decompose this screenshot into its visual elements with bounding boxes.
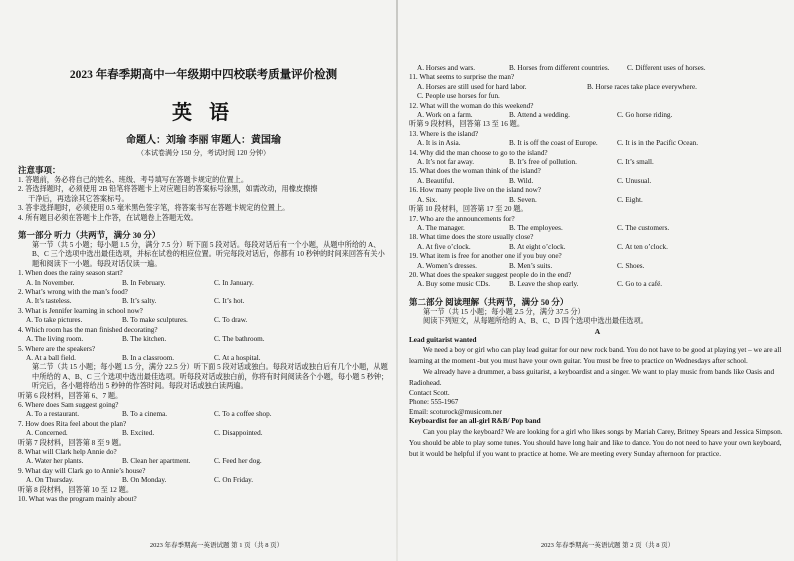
authors-line: 命题人：刘瑜 李丽 审题人：黄国瑜 (126, 135, 281, 146)
question-options (409, 177, 786, 186)
question-options (18, 354, 389, 363)
ad1-paragraph: We need a boy or girl who can play lead guitar for our new rock band. You do not have to be good at playing yet – we are all learning at the moment -but you must have your own guitar. You must be free to practice on Wednesdays after school. (409, 345, 782, 365)
option-b: B. Wild. (509, 176, 534, 185)
exam-page-2 (397, 0, 794, 561)
option-a: A. The manager. (417, 223, 465, 232)
question-options (409, 64, 786, 73)
option-c: C. At a hospital. (214, 353, 261, 362)
option-a: A. It is in Asia. (417, 139, 461, 148)
question-text: 12. What will the woman do this weekend? (409, 101, 534, 110)
question-text: 8. What will Clark help Annie do? (18, 447, 117, 456)
option-b: B. Attend a wedding. (509, 111, 570, 120)
question-text: 16. How many people live on the island now? (409, 186, 541, 195)
option-c: C. The customers. (617, 223, 670, 232)
option-c: C. On Friday. (214, 476, 254, 485)
note-line: 干净后，再选涂其它答案标号。 (28, 194, 129, 203)
question-group-1-5 (18, 269, 389, 363)
part2-heading: 第二部分 阅读理解（共两节，满分 50 分） (409, 296, 569, 307)
option-a: A. The living room. (26, 335, 84, 344)
question-options (409, 280, 786, 289)
question-options (409, 262, 786, 271)
option-a: A. To a restaurant. (26, 410, 80, 419)
question-text: 2. What’s wrong with the man’s food? (18, 288, 128, 297)
question-text: 9. What day will Clark go to Annie’s house? (18, 466, 146, 475)
question-options (18, 410, 389, 419)
contact-line: Contact Scott. (409, 388, 450, 397)
option-b: B. It’s salty. (122, 297, 157, 306)
option-b: B. It is off the coast of Europe. (509, 139, 598, 148)
question-text: 11. What seems to surprise the man? (409, 73, 515, 82)
question-options (18, 335, 389, 344)
option-a: A. Beautiful. (417, 176, 455, 185)
question-text: 10. What was the program mainly about? (18, 495, 137, 503)
question-text: 5. Where are the speakers? (18, 344, 96, 353)
option-b: B. At eight o’clock. (509, 242, 566, 251)
question-options (18, 279, 389, 288)
option-a: A. At a ball field. (26, 353, 76, 362)
option-c: C. The bathroom. (214, 335, 265, 344)
question-options (409, 196, 786, 205)
option-b: B. The employees. (509, 223, 563, 232)
question-text: 7. How does Rita feel about the plan? (18, 419, 127, 428)
option-a: A. At five o’clock. (417, 242, 471, 251)
question-options (18, 429, 389, 438)
option-c: C. To draw. (214, 316, 248, 325)
option-c: C. Eight. (617, 195, 643, 204)
option-c: C. It is in the Pacific Ocean. (617, 139, 699, 148)
note-line: 2. 答选择题时，必须使用 2B 铅笔将答题卡上对应题目的答案标号涂黑，如需改动，用橡皮擦擦 (18, 185, 318, 194)
option-a: A. To take pictures. (26, 316, 83, 325)
option-b: B. Horse races take place everywhere. (587, 82, 697, 91)
question-text: 14. Why did the man choose to go to the island? (409, 148, 548, 157)
question-text: 20. What does the speaker suggest people do in the end? (409, 270, 572, 279)
option-c: C. Go to a café. (617, 280, 663, 289)
subject-title: 英 语 (172, 102, 235, 124)
option-c: C. Different uses of horses. (627, 64, 706, 72)
ad2-title: Keyboardist for an all-girl R&B/ Pop band (409, 417, 541, 426)
section2-intro: 第二节（共 15 小题；每小题 1.5 分，满分 22.5 分）听下面 5 段对话或独白。每段对话或独白后有几个小题，从题中所给的 A、B、C 三个选项中选出最佳选项。听每段对话或独白前，你将有时间阅读各个小题，每小题 5 秒钟；听完后，各小题将给出 5 秒钟的作答时间。每段对话或独白读两遍。 (32, 363, 389, 391)
option-b: B. To make sculptures. (122, 316, 188, 325)
option-a: A. It’s tasteless. (26, 297, 72, 306)
email-line: Email: scoturock@musicom.ner (409, 407, 502, 416)
question-options (18, 297, 389, 306)
note-line: 1. 答题前，务必将自己的姓名、班级、考号填写在答题卡规定的位置上。 (18, 176, 249, 184)
note-line: 4. 所有题目必须在答题卡上作答，在试题卷上答题无效。 (18, 213, 198, 222)
question-options (409, 83, 786, 92)
question-options (409, 243, 786, 252)
question-options (409, 92, 786, 101)
option-c: C. To a coffee shop. (214, 410, 272, 419)
exam-info: （本试卷满分 150 分，考试时间 120 分钟） (137, 149, 270, 157)
option-b: B. On Monday. (122, 476, 167, 485)
question-options (409, 158, 786, 167)
ad2-paragraph: Can you play the keyboard? We are looking for a girl who likes songs by Mariah Carey, Britney Spears and Jessica Simpson. You should be able to play some tunes. You should have long hair and like to dance. You do not need to have your own keyboard, but it would be helpful if you want to practice at home. We are meeting every Sunday afternoon for practice. (409, 427, 783, 458)
option-b: B. Clean her apartment. (122, 457, 191, 466)
option-b: B. To a cinema. (122, 410, 168, 419)
question-text: 18. What time does the store usually close? (409, 233, 534, 242)
ad1-title: Lead guitarist wanted (409, 335, 477, 344)
option-c: C. Shoes. (617, 261, 645, 270)
phone-line: Phone: 555-1967 (409, 398, 459, 407)
listen-instruction: 听第 10 段材料，回答第 17 至 20 题。 (409, 205, 528, 214)
option-b: B. Excited. (122, 429, 155, 438)
part1-heading: 第一部分 听力（共两节，满分 30 分） (18, 230, 161, 241)
option-b: B. In February. (122, 278, 166, 287)
option-b: B. The kitchen. (122, 335, 167, 344)
option-a: A. It’s not far away. (417, 158, 475, 167)
page-footer: 2023 年春季期高一英语试题 第 2 页（共 8 页） (540, 542, 675, 549)
question-text: 13. Where is the island? (409, 129, 479, 138)
question-options (18, 316, 389, 325)
question-options (409, 139, 786, 148)
option-a: A. Women’s dresses. (417, 261, 477, 270)
option-c: C. It’s small. (617, 158, 654, 167)
question-text: 1. When does the rainy season start? (18, 269, 123, 278)
notes-heading: 注意事项： (18, 165, 61, 175)
option-a: A. Work on a farm. (417, 111, 473, 120)
option-c: C. At ten o’clock. (617, 242, 668, 251)
passage-label: A (594, 326, 601, 336)
ad1-paragraph: We already have a drummer, a bass guitarist, a keyboardist and a singer. We want to play music from bands like Oasis and Radiohead. (409, 367, 775, 387)
question-text: 19. What item is free for another one if you buy one? (409, 252, 562, 261)
option-c: C. In January. (214, 278, 254, 287)
option-a: A. On Thursday. (26, 476, 74, 485)
option-b: B. Leave the shop early. (509, 280, 579, 289)
listen-instruction: 听第 8 段材料，回答第 10 至 12 题。 (18, 485, 134, 494)
option-c: C. Go horse riding. (617, 111, 673, 120)
question-options (409, 224, 786, 233)
option-c: C. Unusual. (617, 176, 652, 185)
option-c: C. It’s hot. (214, 297, 245, 306)
question-text: 15. What does the woman think of the island? (409, 167, 541, 176)
option-a: A. Horses are still used for hard labor. (417, 82, 527, 91)
option-c: C. Disappointed. (214, 429, 263, 438)
listen-instruction: 听第 7 段材料，回答第 8 至 9 题。 (18, 438, 126, 447)
option-b: B. It’s free of pollution. (509, 158, 577, 167)
note-line: 3. 答非选择题时，必须使用 0.5 毫米黑色签字笔，将答案书写在答题卡规定的位置上。 (18, 204, 290, 213)
question-options (18, 476, 389, 485)
option-a: A. Concerned. (26, 429, 68, 438)
question-options (18, 457, 389, 466)
option-c: C. Feed her dog. (214, 457, 262, 466)
option-a: A. Buy some music CDs. (417, 280, 491, 289)
option-c: C. People use horses for fun. (417, 92, 500, 101)
option-b: B. In a classroom. (122, 353, 175, 362)
option-b: B. Horses from different countries. (509, 64, 610, 72)
question-text: 4. Which room has the man finished decorating? (18, 325, 158, 334)
option-a: A. Water her plants. (26, 457, 84, 466)
listen-instruction: 听第 9 段材料，回答第 13 至 16 题。 (409, 120, 525, 129)
option-b: B. Seven. (509, 195, 537, 204)
part2-instruction: 阅读下列短文，从每题所给的 A、B、C、D 四个选项中选出最佳选项。 (423, 317, 648, 326)
page-footer: 2023 年春季期高一英语试题 第 1 页（共 8 页） (149, 542, 284, 549)
question-text: 17. Who are the announcements for? (409, 214, 515, 223)
exam-title: 2023 年春季期高中一年级期中四校联考质量评价检测 (69, 69, 338, 81)
listen-instruction: 听第 6 段材料，回答第 6、7 题。 (18, 391, 123, 400)
option-a: A. In November. (26, 278, 75, 287)
question-text: 3. What is Jennifer learning in school now? (18, 306, 143, 315)
question-text: 6. Where does Sam suggest going? (18, 400, 119, 409)
option-a: A. Six. (417, 195, 438, 204)
option-b: B. Men’s suits. (509, 261, 553, 270)
section1-intro: 第一节（共 5 小题；每小题 1.5 分，满分 7.5 分）听下面 5 段对话。每段对话后有一个小题，从题中所给的 A、B、C 三个选项中选出最佳选项，并标在试卷的相应位置。听完每段对话后，你都有 10 秒钟的时间来回答有关小题和阅读下一小题。每段对话仅读一遍。 (32, 241, 385, 268)
option-a: A. Horses and wars. (417, 64, 476, 72)
part2-section1: 第一节（共 15 小题；每小题 2.5 分，满分 37.5 分） (423, 307, 585, 316)
